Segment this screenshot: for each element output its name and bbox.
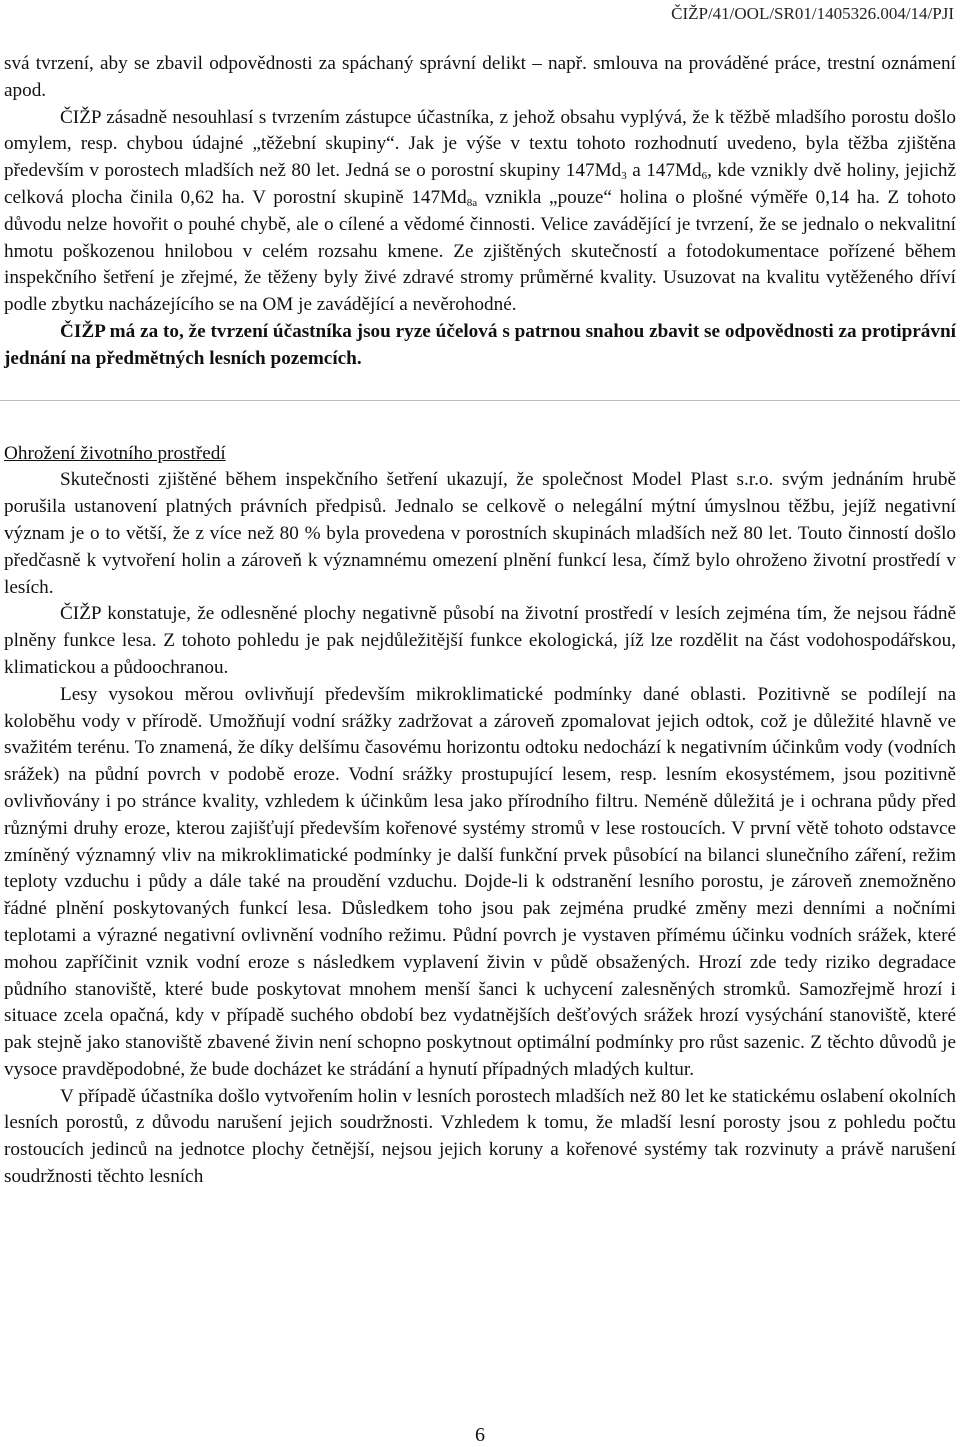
section-heading: Ohrožení životního prostředí <box>4 442 226 464</box>
paragraph-disagreement <box>4 105 956 319</box>
subscript: 3 <box>621 170 627 183</box>
section-paragraph: Lesy vysokou měrou ovlivňují především mikroklimatické podmínky dané oblasti. Pozitivně se podílejí na koloběhu vody v přírodě. Umožňují vodní srážky zadržovat a zároveň zpomalovat jejich odtok, což je důležité hlavně ve svažitém terénu. To znamená, že díky delšímu časovému horizontu odtoku nedochází k negativním účinkům vody (vodních srážek) na půdní povrch v podobě eroze. Vodní srážky prostupující lesem, resp. lesním ekosystémem, jsou pozitivně ovlivňovány i po stránce kvality, vzhledem k účinkům lesa jako přírodního filtru. Neméně důležitá je i ochrana půdy před různými druhy eroze, kterou zajišťují především kořenové systémy stromů v lese rostoucích. V první větě tohoto odstavce zmíněný významný vliv na mikroklimatické podmínky je další funkční prvek působící na bilanci slunečního záření, režim teploty vzduchu i půdy a dále také na proudění vzduchu. Dojde-li k odstranění lesního porostu, je zároveň znemožněno řádné plnění poskytovaných funkcí lesa. Důsledkem toho jsou pak zejména prudké změny mezi denními a nočními teplotami a výrazné negativní ovlivnění vodního režimu. Půdní povrch je vystaven přímému účinku vodních srážek, které mohou zapříčinit vznik vodní eroze s následkem vyplavení živin v půdě obsažených. Hrozí zde tedy riziko degradace půdního stanoviště, které bude poskytovat mnohem menší šanci k uchycení zalesněných stromků. Samozřejmě hrozí i situace zcela opačná, kdy v případě suchého období bez vydatnějších dešťových srážek hrozí vysýchání stanoviště, které pak stejně jako stanoviště zbavené živin není schopno poskytnout optimální podmínky pro růst sazenic. Z těchto důvodů je vysoce pravděpodobné, že bude docházet ke strádání a hynutí případných mladých kultur. <box>4 683 956 1080</box>
section-divider <box>0 400 960 401</box>
document-body <box>4 51 956 1191</box>
page-number: 6 <box>475 1424 485 1446</box>
text-run: ČIŽP zásadně nesouhlasí s tvrzením zástupce účastníka, z jehož obsahu vyplývá, že k těžbě mladšího porostu došlo omylem, resp. chybou údajné „těžební skupiny“. Jak je výše v textu tohoto rozhodnutí uvedeno, byla těžba zjištěna především v porostech mladších než 80 let. Jedná se o porostní skupiny 147Md <box>4 106 956 182</box>
section-paragraph: ČIŽP konstatuje, že odlesněné plochy negativně působí na životní prostředí v lesích zejména tím, že nejsou řádně plněny funkce lesa. Z tohoto pohledu je pak nejdůležitější funkce ekologická, jíž lze rozdělit na část vodohospodářskou, klimatickou a půdoochranou. <box>4 603 956 678</box>
subscript: 8a <box>466 196 478 209</box>
document-reference-number: ČIŽP/41/OOL/SR01/1405326.004/14/PJI <box>671 4 954 23</box>
text-run: , kde vznikly dvě holiny, jejichž celková plocha činila 0,62 ha. V porostní skupině 147Md <box>4 160 956 208</box>
paragraph-conclusion-bold: ČIŽP má za to, že tvrzení účastníka jsou ryze účelová s patrnou snahou zbavit se odpovědnosti za protiprávní jednání na předmětných lesních pozemcích. <box>4 320 956 369</box>
text-run: vznikla „pouze“ holina o plošné výměře 0,14 ha. Z tohoto důvodu nelze hovořit o pouhé chybě, ale o cílené a vědomé činnosti. Velice zavádějící je tvrzení, že se jednalo o nekvalitní hmotu poškozenou hnilobou v celém rozsahu kmene. Ze zjištěných skutečností a fotodokumentace pořízené během inspekčního šetření je zřejmé, že těženy byly živé zdravé stromy průměrné kvality. Usuzovat na kvalitu vytěženého dříví podle zbytku nacházejícího se na OM je zavádějící a nevěrohodné. <box>4 186 956 316</box>
section-paragraph: V případě účastníka došlo vytvořením holin v lesních porostech mladších než 80 let ke statickému oslabení okolních lesních porostů, z důvodu narušení jejich soudržnosti. Vzhledem k tomu, že mladší lesní porosty jsou z pohledu počtu rostoucích jedinců na jednotce plochy četnější, nejsou jejich koruny a kořenové systémy tak rozvinuty a právě narušení soudržnosti těchto lesních <box>4 1085 956 1188</box>
section-paragraph: Skutečnosti zjištěné během inspekčního šetření ukazují, že společnost Model Plast s.r.o. svým jednáním hrubě porušila ustanovení platných právních předpisů. Jednalo se celkově o nelegální mýtní úmyslnou těžbu, jejíž negativní význam je o to větší, že z více než 80 % byla provedena v porostních skupinách mladších než 80 let. Touto činností došlo předčasně k vytvoření holin a zároveň k významnému omezení plnění funkcí lesa, čímž bylo ohroženo životní prostředí v lesích. <box>4 469 956 598</box>
subscript: 6 <box>701 170 708 183</box>
paragraph-continuation: svá tvrzení, aby se zbavil odpovědnosti za spáchaný správní delikt – např. smlouva na prováděné práce, trestní oznámení apod. <box>4 53 956 101</box>
text-run: a 147Md <box>626 160 702 182</box>
